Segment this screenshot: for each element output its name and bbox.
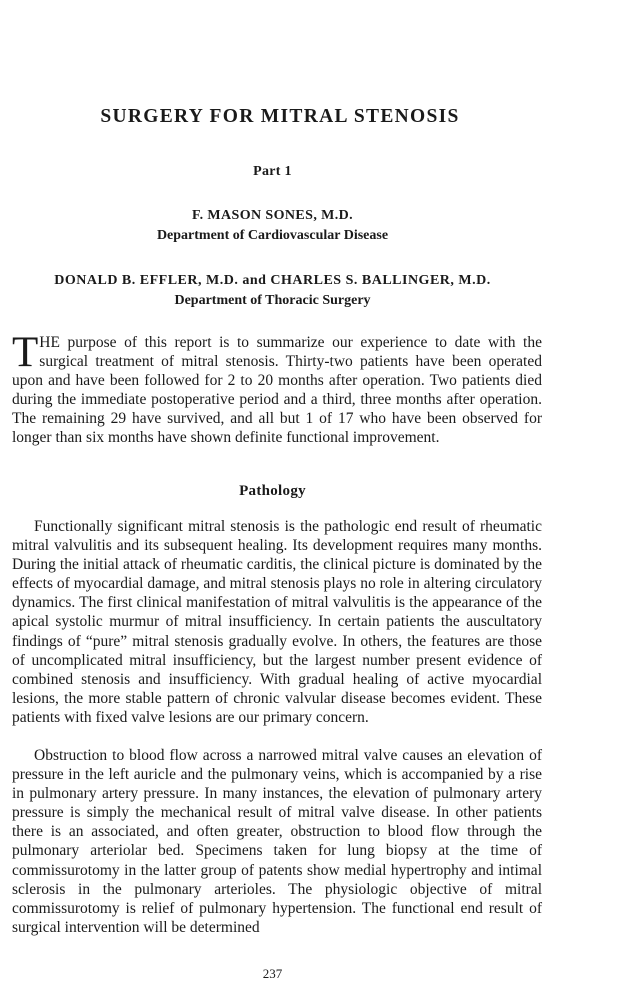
paragraph-text: Functionally significant mitral stenosis is the pathologic end result of rheumatic mitral valvulitis and its subsequent healing. Its development requires many months. During the initial attack of rheumatic carditis, the clinical picture is dominated by the effects of myocardial damage, and mitral stenosis plays no role in altering circulatory dynamics. The first clinical manifestation of mitral valvulitis is the appearance of the apical systolic murmur of mitral insufficiency. In certain patients the auscultatory findings of “pure” mitral stenosis gradually evolve. In others, the features are those of uncomplicated mitral insufficiency, but the largest number present evidence of combined stenosis and insufficiency. With gradual healing of active myocardial lesions, the more stable pattern of chronic valvular disease becomes evident. These patients with fixed valve lesions are our primary concern. [12,518,542,726]
intro-text: HE purpose of this report is to summarize our experience to date with the surgical treatment of mitral stenosis. Thirty-two patients have been operated upon and have been followed for 2 to 20 months after operation. Two patients died during the immediate postoperative period and a third, three months after operation. The remaining 29 have survived, and all but 1 of 17 who have been observed for longer than six months have shown definite functional improvement. [12,334,542,447]
section-heading-pathology: Pathology [239,483,306,499]
pathology-paragraph-1 [12,517,542,727]
department-thoracic: Department of Thoracic Surgery [174,293,371,308]
drop-cap: T [12,329,39,376]
paragraph-text: Obstruction to blood flow across a narrowed mitral valve causes an elevation of pressure in the left auricle and the pulmonary veins, which is accompanied by a rise in pulmonary artery pressure. In many instances, the elevation of pulmonary artery pressure is simply the mechanical result of mitral valve disease. In other patients there is an associated, and often greater, obstruction to blood flow through the pulmonary arteriolar bed. Specimens taken for lung biopsy at the time of commissurotomy in the latter group of patents show medial hypertrophy and intimal sclerosis in the pulmonary arterioles. The physiologic objective of mitral commissurotomy is relief of pulmonary hypertension. The functional end result of surgical intervention will be determined [12,747,542,936]
part-label: Part 1 [253,164,292,179]
author-sones: F. MASON SONES, M.D. [191,208,354,223]
department-cardiovascular: Department of Cardiovascular Disease [156,228,389,243]
intro-paragraph [12,329,542,448]
page-number: 237 [262,966,283,981]
authors-effler-ballinger: DONALD B. EFFLER, M.D. and CHARLES S. BALLINGER, M.D. [54,273,491,288]
article-title: SURGERY FOR MITRAL STENOSIS [100,106,460,127]
pathology-paragraph-2 [12,746,542,937]
